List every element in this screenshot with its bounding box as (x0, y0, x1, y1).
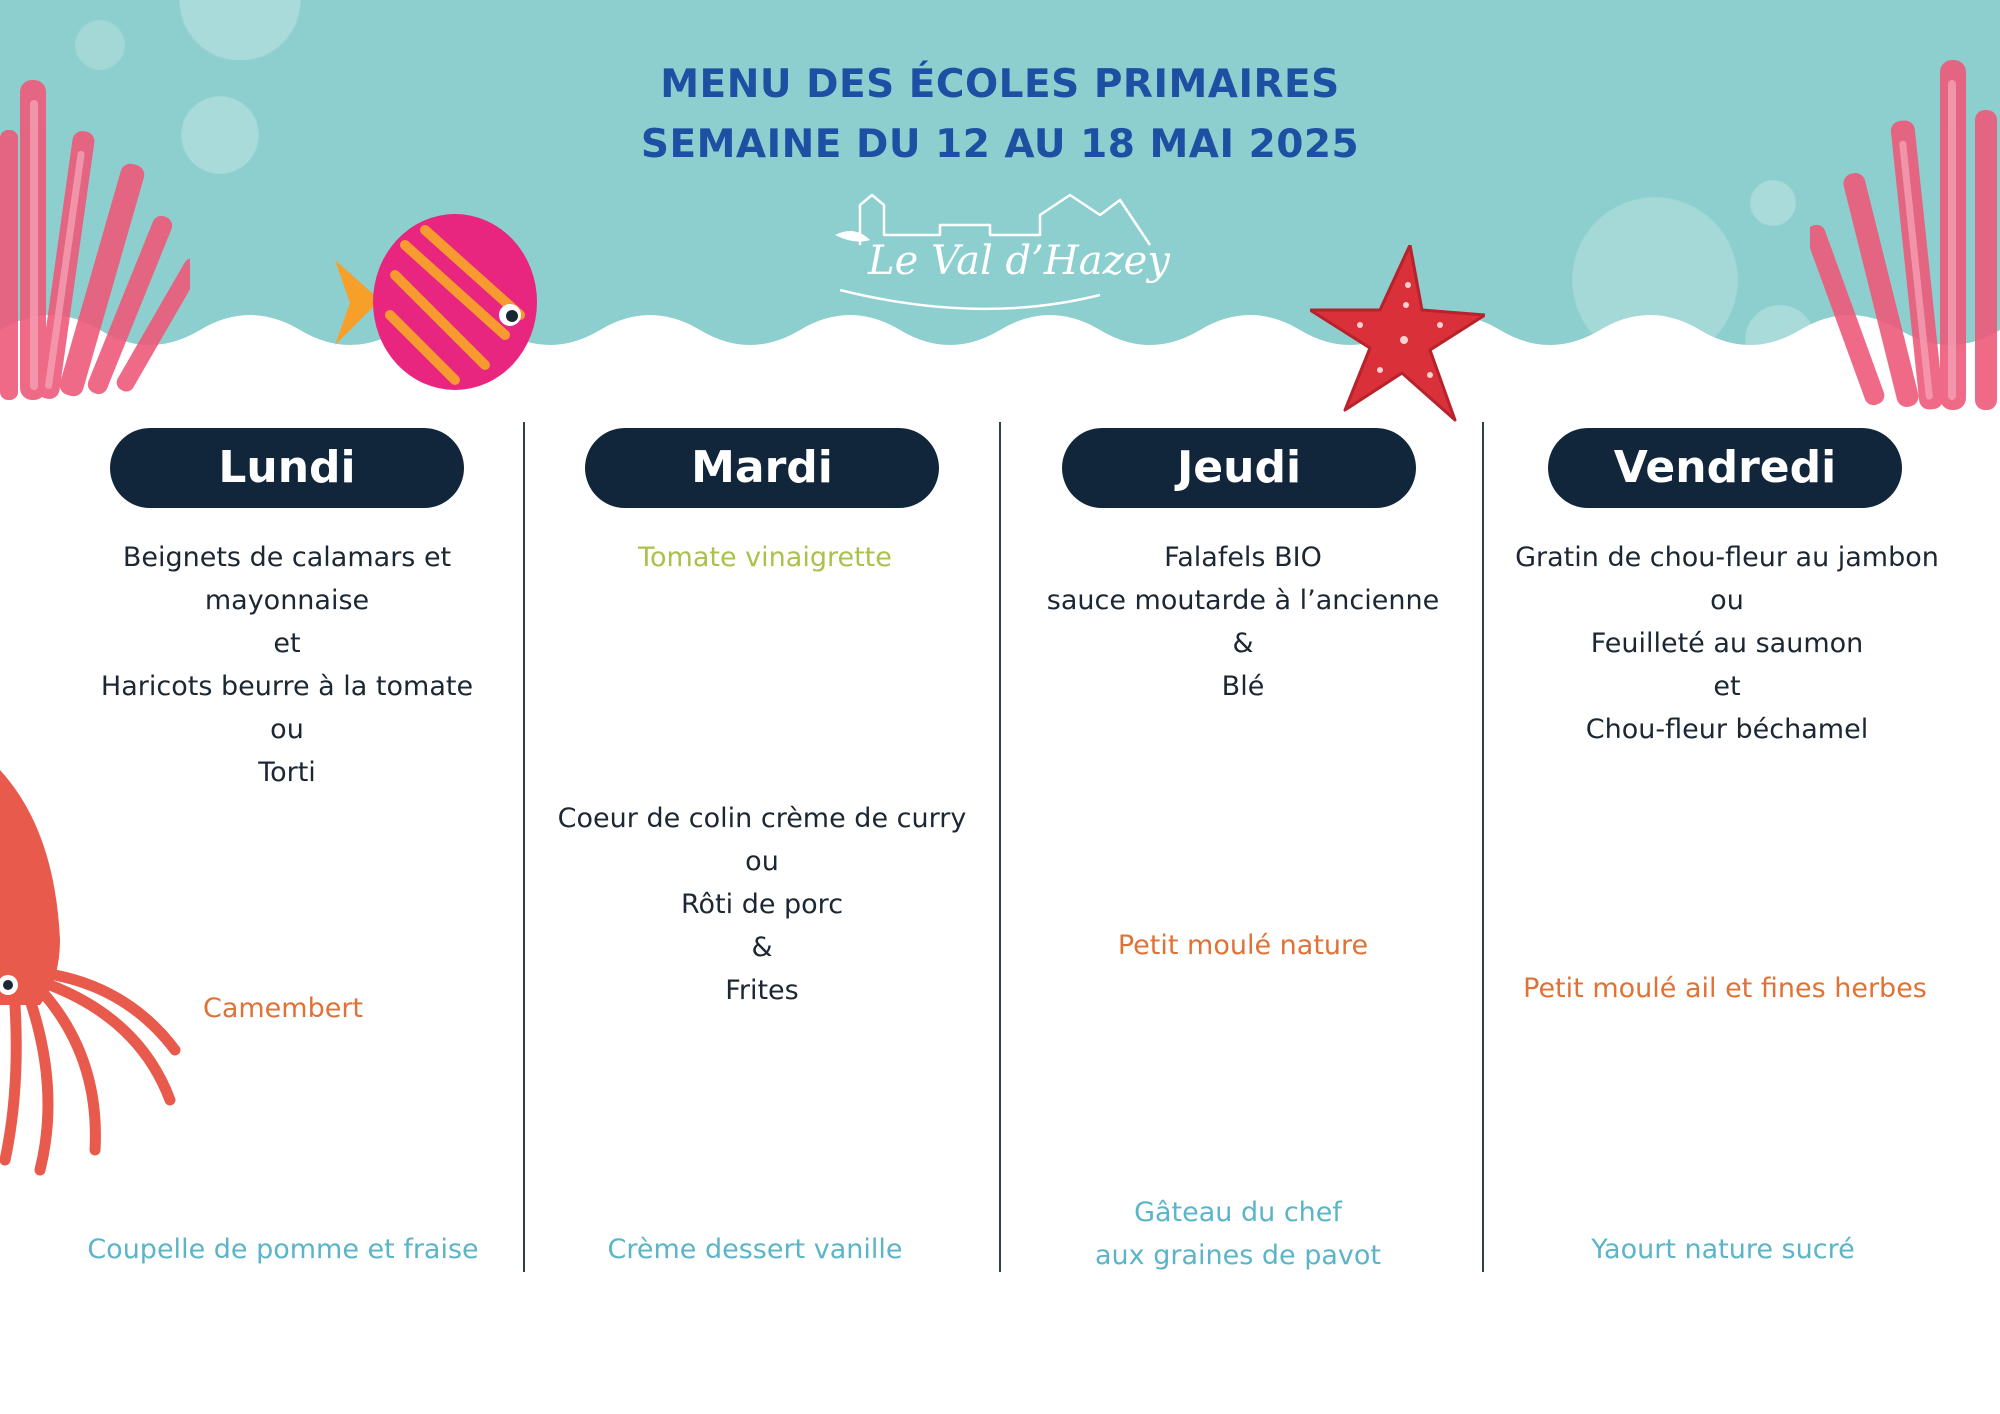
dish-line: Gâteau du chef (1134, 1197, 1342, 1228)
week-subtitle: SEMAINE DU 12 AU 18 MAI 2025 (640, 122, 1360, 167)
bubble-icon (160, 0, 320, 60)
dish-line: Feuilleté au saumon (1590, 628, 1864, 659)
day-header-jeudi: Jeudi (1062, 428, 1416, 508)
dish-line: Coupelle de pomme et fraise (87, 1234, 479, 1265)
jeudi-dessert (1001, 1191, 1475, 1277)
dish-line: et (273, 628, 301, 659)
dish-line: mayonnaise (204, 585, 370, 616)
dish-line: Crème dessert vanille (607, 1234, 903, 1265)
dish-line: Rôti de porc (680, 889, 844, 920)
fish-icon (335, 205, 545, 400)
dish-line: Frites (725, 975, 799, 1006)
mardi-dessert (525, 1228, 985, 1271)
logo-text: Le Val d’Hazey (868, 238, 1170, 284)
mardi-main-course (525, 797, 999, 1012)
dish-line: aux graines de pavot (1095, 1240, 1381, 1271)
day-header-vendredi: Vendredi (1548, 428, 1902, 508)
dish-line: ou (745, 846, 779, 877)
dish-line: Blé (1221, 671, 1265, 702)
starfish-icon (1310, 245, 1485, 425)
vendredi-cheese: Petit moulé ail et fines herbes (1523, 973, 1927, 1004)
vendredi-dessert (1484, 1228, 1962, 1271)
dish-line: Chou-fleur béchamel (1585, 714, 1869, 745)
jeudi-main-course (1001, 536, 1485, 708)
day-header-lundi: Lundi (110, 428, 464, 508)
dish-line: et (1713, 671, 1741, 702)
lundi-main-course (40, 536, 534, 794)
dish-line: Gratin de chou-fleur au jambon (1515, 542, 1939, 573)
dish-line: Beignets de calamars et (122, 542, 452, 573)
dish-line: ou (1710, 585, 1744, 616)
dish-line: sauce moutarde à l’ancienne (1046, 585, 1440, 616)
squid-icon (0, 770, 190, 1180)
dish-line: & (751, 932, 773, 963)
dish-line: Falafels BIO (1164, 542, 1322, 573)
bubble-icon (1740, 300, 1820, 380)
dish-line: ou (270, 714, 304, 745)
dish-line: Coeur de colin crème de curry (557, 803, 967, 834)
day-header-mardi: Mardi (585, 428, 939, 508)
dish-line: & (1232, 628, 1254, 659)
bubble-icon (1745, 175, 1801, 231)
lundi-dessert (40, 1228, 526, 1271)
dish-line: Haricots beurre à la tomate (100, 671, 474, 702)
dish-line: Yaourt nature sucré (1591, 1234, 1855, 1265)
mardi-starter: Tomate vinaigrette (638, 542, 892, 573)
jeudi-cheese: Petit moulé nature (1117, 930, 1369, 961)
dish-line: Torti (258, 757, 316, 788)
lundi-cheese: Camembert (202, 993, 364, 1024)
bubble-icon (1625, 320, 1715, 410)
menu-title: MENU DES ÉCOLES PRIMAIRES (660, 62, 1340, 107)
vendredi-main-course (1484, 536, 1970, 751)
